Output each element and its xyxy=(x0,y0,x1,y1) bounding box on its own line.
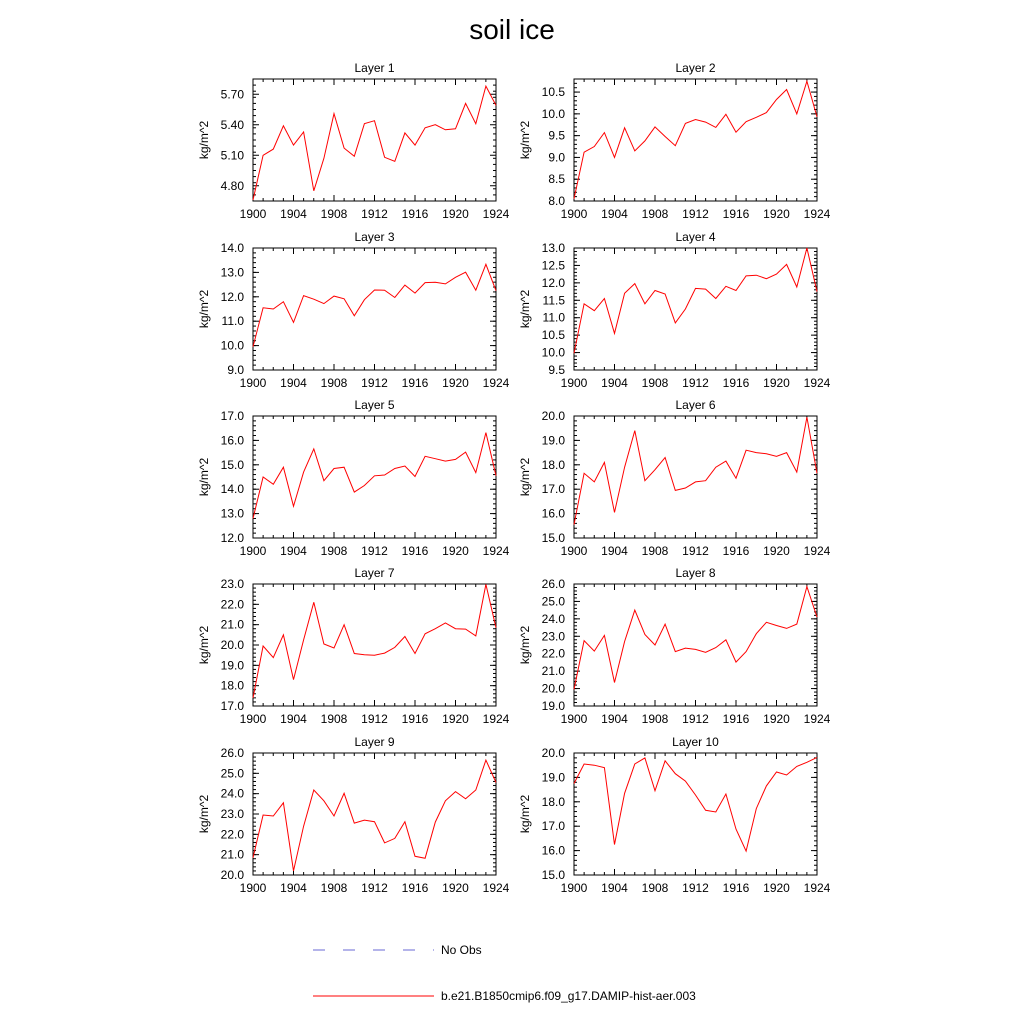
x-tick-label: 1900 xyxy=(560,544,588,558)
y-axis-label: kg/m^2 xyxy=(197,120,211,160)
y-tick-label: 9.0 xyxy=(548,150,565,165)
plot-frame xyxy=(574,79,817,201)
x-tick-label: 1904 xyxy=(280,544,307,558)
panel-layer-6 xyxy=(518,398,831,558)
y-tick-label: 23.0 xyxy=(220,807,244,821)
y-tick-label: 20.0 xyxy=(541,746,565,760)
x-tick-label: 1900 xyxy=(239,544,267,558)
y-tick-label: 26.0 xyxy=(220,746,244,760)
x-tick-label: 1904 xyxy=(601,207,628,221)
x-tick-label: 1920 xyxy=(763,881,790,895)
x-tick-label: 1900 xyxy=(239,712,267,726)
y-tick-label: 18.0 xyxy=(541,457,565,472)
y-tick-label: 15.0 xyxy=(541,868,565,882)
x-tick-label: 1916 xyxy=(401,712,429,726)
y-tick-label: 17.0 xyxy=(541,482,565,497)
x-tick-label: 1900 xyxy=(560,881,588,895)
y-tick-label: 15.0 xyxy=(541,531,565,545)
x-tick-label: 1912 xyxy=(682,881,709,895)
y-tick-label: 13.0 xyxy=(541,241,565,255)
y-tick-label: 12.5 xyxy=(541,258,565,273)
plot-frame xyxy=(253,584,496,706)
y-tick-label: 11.5 xyxy=(542,293,565,308)
y-tick-label: 22.0 xyxy=(220,597,244,612)
y-tick-label: 12.0 xyxy=(220,531,244,545)
y-tick-label: 21.0 xyxy=(220,617,244,632)
legend-label-no-obs: No Obs xyxy=(441,943,482,957)
x-tick-label: 1916 xyxy=(401,544,429,558)
y-tick-label: 20.0 xyxy=(541,409,565,423)
x-tick-label: 1904 xyxy=(280,207,307,221)
y-tick-label: 10.5 xyxy=(541,328,565,343)
y-tick-label: 25.0 xyxy=(220,766,244,781)
x-tick-label: 1904 xyxy=(601,544,628,558)
series-line-layer-1 xyxy=(253,86,496,200)
series-line-layer-10 xyxy=(574,757,817,851)
y-tick-label: 9.0 xyxy=(227,363,244,377)
x-tick-label: 1904 xyxy=(601,712,628,726)
x-tick-label: 1924 xyxy=(803,376,831,390)
y-tick-label: 5.70 xyxy=(220,87,244,102)
x-tick-label: 1912 xyxy=(361,207,388,221)
y-tick-label: 20.0 xyxy=(541,681,565,696)
x-tick-label: 1912 xyxy=(361,712,388,726)
x-tick-label: 1920 xyxy=(442,207,469,221)
x-tick-label: 1924 xyxy=(482,207,510,221)
x-tick-label: 1912 xyxy=(682,712,709,726)
x-tick-label: 1904 xyxy=(280,376,307,390)
panel-layer-8 xyxy=(518,566,831,726)
x-tick-label: 1920 xyxy=(442,376,469,390)
y-tick-label: 16.0 xyxy=(220,433,244,448)
y-tick-label: 13.0 xyxy=(220,506,244,521)
x-tick-label: 1924 xyxy=(482,881,510,895)
x-tick-label: 1920 xyxy=(442,881,469,895)
x-tick-label: 1920 xyxy=(763,712,790,726)
x-tick-label: 1908 xyxy=(320,881,348,895)
y-tick-label: 17.0 xyxy=(541,819,565,834)
x-tick-label: 1912 xyxy=(682,376,709,390)
y-tick-label: 16.0 xyxy=(541,843,565,858)
x-tick-label: 1900 xyxy=(560,712,588,726)
x-tick-label: 1916 xyxy=(722,207,750,221)
y-tick-label: 21.0 xyxy=(220,847,244,862)
panel-layer-3 xyxy=(197,230,510,390)
y-tick-label: 9.5 xyxy=(548,128,565,143)
y-tick-label: 19.0 xyxy=(541,699,565,713)
x-tick-label: 1920 xyxy=(442,712,469,726)
y-tick-label: 10.0 xyxy=(220,338,244,353)
y-tick-label: 23.0 xyxy=(220,577,244,591)
panel-title: Layer 1 xyxy=(354,61,395,75)
y-tick-label: 21.0 xyxy=(541,664,565,679)
x-tick-label: 1908 xyxy=(320,207,348,221)
y-tick-label: 10.0 xyxy=(541,106,565,121)
plot-frame xyxy=(253,416,496,538)
series-line-layer-4 xyxy=(574,248,817,353)
y-tick-label: 18.0 xyxy=(541,794,565,809)
x-tick-label: 1912 xyxy=(682,544,709,558)
panel-title: Layer 4 xyxy=(675,230,716,244)
y-tick-label: 24.0 xyxy=(541,611,565,626)
x-tick-label: 1908 xyxy=(320,712,348,726)
x-tick-label: 1924 xyxy=(803,544,831,558)
plot-frame xyxy=(253,248,496,370)
series-line-layer-7 xyxy=(253,584,496,698)
x-tick-label: 1924 xyxy=(482,544,510,558)
x-tick-label: 1912 xyxy=(682,207,709,221)
x-tick-label: 1900 xyxy=(239,881,267,895)
x-tick-label: 1900 xyxy=(239,376,267,390)
y-tick-label: 11.0 xyxy=(221,314,244,329)
y-tick-label: 10.5 xyxy=(541,85,565,100)
figure-title: soil ice xyxy=(469,14,555,45)
x-tick-label: 1912 xyxy=(361,376,388,390)
y-tick-label: 4.80 xyxy=(220,178,244,193)
x-tick-label: 1908 xyxy=(320,544,348,558)
y-tick-label: 20.0 xyxy=(220,638,244,652)
x-tick-label: 1916 xyxy=(722,376,750,390)
series-line-layer-6 xyxy=(574,417,817,524)
y-tick-label: 8.0 xyxy=(548,194,565,208)
y-axis-label: kg/m^2 xyxy=(518,794,532,834)
x-tick-label: 1904 xyxy=(280,881,307,895)
y-tick-label: 13.0 xyxy=(220,265,244,280)
panel-title: Layer 9 xyxy=(354,735,395,749)
panel-layer-2 xyxy=(518,61,831,221)
panel-title: Layer 10 xyxy=(672,735,719,749)
y-axis-label: kg/m^2 xyxy=(518,457,532,497)
panel-title: Layer 8 xyxy=(675,566,716,580)
panel-layer-1 xyxy=(197,61,510,221)
plot-frame xyxy=(253,79,496,201)
panel-title: Layer 5 xyxy=(354,398,395,412)
x-tick-label: 1900 xyxy=(560,207,588,221)
x-tick-label: 1908 xyxy=(641,544,669,558)
panel-title: Layer 3 xyxy=(354,230,395,244)
y-tick-label: 12.0 xyxy=(220,289,244,304)
y-axis-label: kg/m^2 xyxy=(518,120,532,160)
y-axis-label: kg/m^2 xyxy=(197,794,211,834)
x-tick-label: 1900 xyxy=(239,207,267,221)
y-tick-label: 19.0 xyxy=(541,770,565,785)
y-axis-label: kg/m^2 xyxy=(197,457,211,497)
series-line-layer-3 xyxy=(253,264,496,347)
y-tick-label: 17.0 xyxy=(220,699,244,713)
legend-label-model-run: b.e21.B1850cmip6.f09_g17.DAMIP-hist-aer.003 xyxy=(441,989,696,1003)
panel-title: Layer 7 xyxy=(354,566,395,580)
plot-frame xyxy=(253,753,496,875)
x-tick-label: 1916 xyxy=(401,881,429,895)
y-tick-label: 8.5 xyxy=(548,172,565,187)
x-tick-label: 1924 xyxy=(803,881,831,895)
x-tick-label: 1916 xyxy=(722,544,750,558)
series-line-layer-8 xyxy=(574,587,817,690)
y-tick-label: 23.0 xyxy=(541,629,565,644)
x-tick-label: 1916 xyxy=(401,376,429,390)
panel-layer-7 xyxy=(197,566,510,726)
plot-frame xyxy=(574,248,817,370)
series-line-layer-5 xyxy=(253,433,496,519)
y-tick-label: 12.0 xyxy=(541,275,565,290)
y-tick-label: 15.0 xyxy=(220,457,244,472)
y-tick-label: 5.10 xyxy=(220,148,244,163)
x-tick-label: 1900 xyxy=(560,376,588,390)
y-axis-label: kg/m^2 xyxy=(518,289,532,329)
y-tick-label: 16.0 xyxy=(541,506,565,521)
x-tick-label: 1920 xyxy=(763,207,790,221)
y-tick-label: 26.0 xyxy=(541,577,565,591)
x-tick-label: 1912 xyxy=(361,881,388,895)
y-tick-label: 14.0 xyxy=(220,482,244,497)
y-tick-label: 9.5 xyxy=(548,363,565,377)
plot-frame xyxy=(574,416,817,538)
x-tick-label: 1908 xyxy=(641,207,669,221)
y-tick-label: 5.40 xyxy=(220,117,244,132)
y-tick-label: 25.0 xyxy=(541,594,565,609)
x-tick-label: 1924 xyxy=(803,712,831,726)
x-tick-label: 1908 xyxy=(320,376,348,390)
y-tick-label: 18.0 xyxy=(220,678,244,693)
series-line-layer-9 xyxy=(253,760,496,871)
panel-layer-9 xyxy=(197,735,510,895)
x-tick-label: 1908 xyxy=(641,376,669,390)
plot-frame xyxy=(574,584,817,706)
y-tick-label: 19.0 xyxy=(541,433,565,448)
y-axis-label: kg/m^2 xyxy=(197,625,211,665)
y-tick-label: 22.0 xyxy=(541,646,565,661)
y-tick-label: 10.0 xyxy=(541,345,565,360)
x-tick-label: 1924 xyxy=(803,207,831,221)
panel-title: Layer 6 xyxy=(675,398,716,412)
panel-layer-4 xyxy=(518,230,831,390)
x-tick-label: 1904 xyxy=(280,712,307,726)
x-tick-label: 1908 xyxy=(641,712,669,726)
y-tick-label: 20.0 xyxy=(220,868,244,882)
x-tick-label: 1904 xyxy=(601,376,628,390)
x-tick-label: 1916 xyxy=(722,881,750,895)
panel-title: Layer 2 xyxy=(675,61,716,75)
y-tick-label: 24.0 xyxy=(220,786,244,801)
x-tick-label: 1916 xyxy=(401,207,429,221)
x-tick-label: 1912 xyxy=(361,544,388,558)
chart-panels xyxy=(197,61,831,895)
x-tick-label: 1924 xyxy=(482,712,510,726)
chart-legend xyxy=(313,943,696,1003)
x-tick-label: 1920 xyxy=(763,544,790,558)
series-line-layer-2 xyxy=(574,81,817,199)
x-tick-label: 1924 xyxy=(482,376,510,390)
x-tick-label: 1916 xyxy=(722,712,750,726)
y-tick-label: 11.0 xyxy=(542,310,565,325)
panel-layer-10 xyxy=(518,735,831,895)
x-tick-label: 1908 xyxy=(641,881,669,895)
x-tick-label: 1904 xyxy=(601,881,628,895)
y-tick-label: 19.0 xyxy=(220,658,244,673)
y-tick-label: 22.0 xyxy=(220,827,244,842)
y-axis-label: kg/m^2 xyxy=(197,289,211,329)
panel-layer-5 xyxy=(197,398,510,558)
y-axis-label: kg/m^2 xyxy=(518,625,532,665)
x-tick-label: 1920 xyxy=(442,544,469,558)
y-tick-label: 14.0 xyxy=(220,241,244,255)
x-tick-label: 1920 xyxy=(763,376,790,390)
y-tick-label: 17.0 xyxy=(220,409,244,423)
